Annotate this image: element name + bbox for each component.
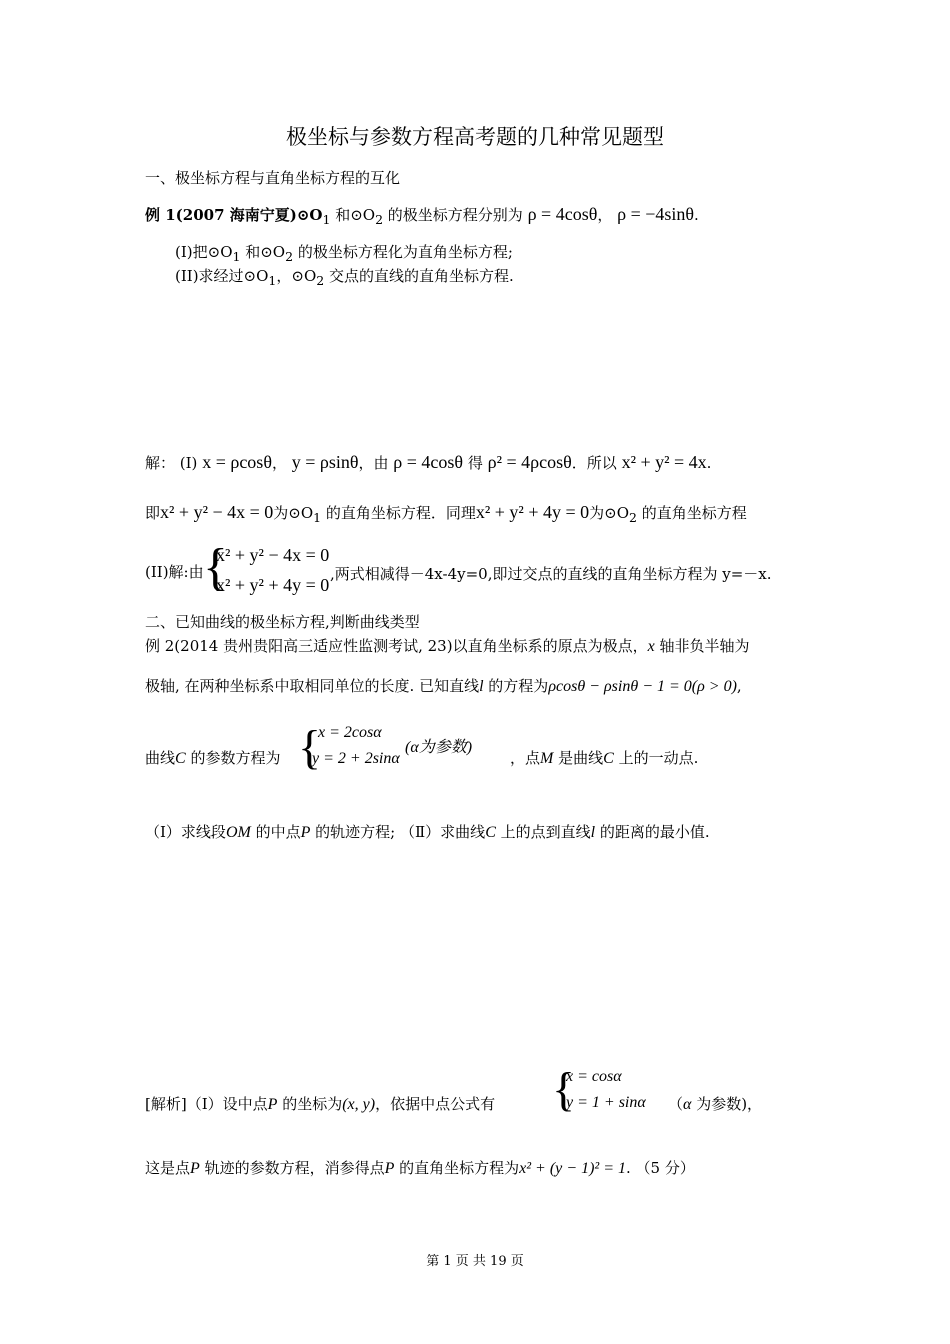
variable: C (175, 750, 186, 767)
question-1-ii (175, 266, 514, 291)
example-2-line-1 (145, 636, 749, 657)
text: 和⊙O (330, 206, 376, 224)
equation-rho-cos: ρ = 4cosθ (527, 204, 598, 224)
variable: P (300, 824, 311, 841)
text: 解： (I) (145, 454, 198, 472)
text: 极轴, 在两种坐标系中取相同单位的长度. 已知直线 (145, 677, 480, 695)
question-1-i (175, 242, 513, 267)
text: 的直角坐标方程为 (394, 1159, 520, 1177)
text: 上的一动点. (613, 749, 699, 767)
equation: ρcosθ − ρsinθ − 1 = 0(ρ > 0) (548, 678, 737, 695)
text: 和⊙O (240, 243, 286, 261)
solution-1-line-1 (145, 452, 711, 473)
text: （Ⅰ）求线段 (145, 823, 226, 841)
variable: OM (225, 824, 251, 841)
equation: x² + (y − 1)² = 1 (519, 1160, 626, 1177)
text: 的距离的最小值. (595, 823, 710, 841)
text: ， (271, 454, 287, 472)
text: 为⊙O (273, 504, 314, 522)
solution-2-line-2 (145, 1158, 695, 1179)
subscript: 2 (285, 249, 294, 264)
page-footer: 第 1 页 共 19 页 (426, 1254, 524, 1269)
text: 为参数)， (691, 1095, 763, 1113)
section-heading-1: 一、极坐标方程与直角坐标方程的互化 (145, 169, 401, 187)
text: [解析]（Ⅰ）设中点 (145, 1095, 268, 1113)
equation: x² + y² − 4x = 0 (160, 502, 274, 522)
text: . (694, 206, 699, 224)
param-row-1: x = 2cosα (318, 724, 382, 741)
text: 的方程为 (483, 677, 549, 695)
text: . （5 分） (625, 1159, 695, 1177)
equation-rho-sin: ρ = −4sinθ (617, 204, 695, 224)
variable: l (479, 678, 484, 695)
subscript: 2 (375, 212, 384, 227)
section-heading-2: 二、已知曲线的极坐标方程,判断曲线类型 (145, 613, 420, 631)
text: 的直角坐标方程 (636, 504, 747, 522)
equation: x = ρcosθ (202, 452, 272, 472)
text: 轴非负半轴为 (654, 637, 750, 655)
param-row-2: y = 2 + 2sinα (312, 750, 400, 767)
text: ，由 (358, 454, 389, 472)
text: 是曲线 (553, 749, 604, 767)
midpoint-brace: { (552, 1063, 576, 1116)
equation: x² + y² + 4y = 0 (475, 502, 590, 522)
variable: α (683, 1096, 692, 1113)
variable: P (190, 1160, 200, 1177)
variable: C (603, 750, 614, 767)
example-2-line-2 (145, 676, 742, 697)
text: 例 2(2014 贵州贵阳高三适应性监测考试, 23)以直角坐标系的原点为极点， (145, 637, 648, 655)
text: . (706, 454, 712, 472)
subscript: 1 (268, 273, 277, 288)
text: (II)求经过⊙O (175, 267, 269, 285)
text: 的坐标为 (277, 1095, 343, 1113)
example-2-line-3-tail (510, 748, 698, 769)
text: 为⊙O (589, 504, 629, 522)
text: 的直角坐标方程．同理 (321, 504, 476, 522)
solution-2-line-1 (145, 1094, 495, 1115)
text: ，依据中点公式有 (375, 1095, 496, 1113)
variable: (x, y) (342, 1096, 376, 1113)
variable: P (384, 1160, 395, 1177)
system-row-1: x² + y² − 4x = 0 (216, 545, 330, 565)
subscript: 2 (629, 510, 637, 525)
text: 得 (467, 454, 483, 472)
question-2 (145, 822, 710, 843)
variable: P (267, 1096, 278, 1113)
text: ， (597, 206, 613, 224)
midpoint-row-1: x = cosα (566, 1068, 622, 1085)
variable: x (647, 638, 655, 655)
text: 曲线 (145, 749, 176, 767)
text: (I)把⊙O (175, 243, 233, 261)
equation: y = ρsinθ (291, 452, 359, 472)
example-1-label: 例 1(2007 海南宁夏)⊙O (145, 206, 323, 224)
subscript: 1 (322, 212, 331, 227)
text: 上的点到直线 (495, 823, 591, 841)
text: ，⊙O (276, 267, 317, 285)
text: 的轨迹方程; （Ⅱ）求曲线 (310, 823, 486, 841)
variable: l (590, 824, 596, 841)
solution-1-line-2 (145, 502, 747, 528)
midpoint-row-2: y = 1 + sinα (566, 1094, 646, 1111)
text: 的中点 (250, 823, 301, 841)
param-brace: { (298, 721, 322, 774)
solution-1-part-ii-tail: ,两式相减得－4x-4y=0,即过交点的直线的直角坐标方程为 y=－x. (330, 565, 772, 583)
text: 的参数方程为 (185, 749, 281, 767)
subscript: 2 (316, 273, 325, 288)
text: 这是点 (145, 1159, 191, 1177)
text: 轨迹的参数方程，消参得点 (199, 1159, 385, 1177)
text: （ (668, 1095, 684, 1113)
example-2-line-3-lead (145, 748, 280, 769)
solution-2-line-1-tail (668, 1094, 762, 1115)
equation: x² + y² = 4x (621, 452, 707, 472)
text: 的极坐标方程化为直角坐标方程; (293, 243, 513, 261)
variable: C (485, 824, 496, 841)
solution-1-part-ii-lead: (II)解:由 (145, 563, 204, 581)
page-title: 极坐标与参数方程高考题的几种常见题型 (286, 125, 664, 149)
text: 交点的直线的直角坐标方程. (324, 267, 514, 285)
variable: M (540, 750, 554, 767)
example-1-line (145, 204, 699, 230)
subscript: 1 (232, 249, 241, 264)
param-note: (α为参数) (405, 739, 473, 756)
system-brace: { (203, 539, 228, 596)
equation: ρ = 4cosθ (393, 452, 464, 472)
text: 的极坐标方程分别为 (383, 206, 523, 224)
subscript: 1 (313, 510, 322, 525)
text: ，点 (510, 749, 541, 767)
text: ．所以 (571, 454, 617, 472)
system-row-2: x² + y² + 4y = 0 (216, 575, 330, 595)
text: , (736, 677, 742, 695)
text: 即 (145, 504, 161, 522)
equation: ρ² = 4ρcosθ (487, 452, 572, 472)
